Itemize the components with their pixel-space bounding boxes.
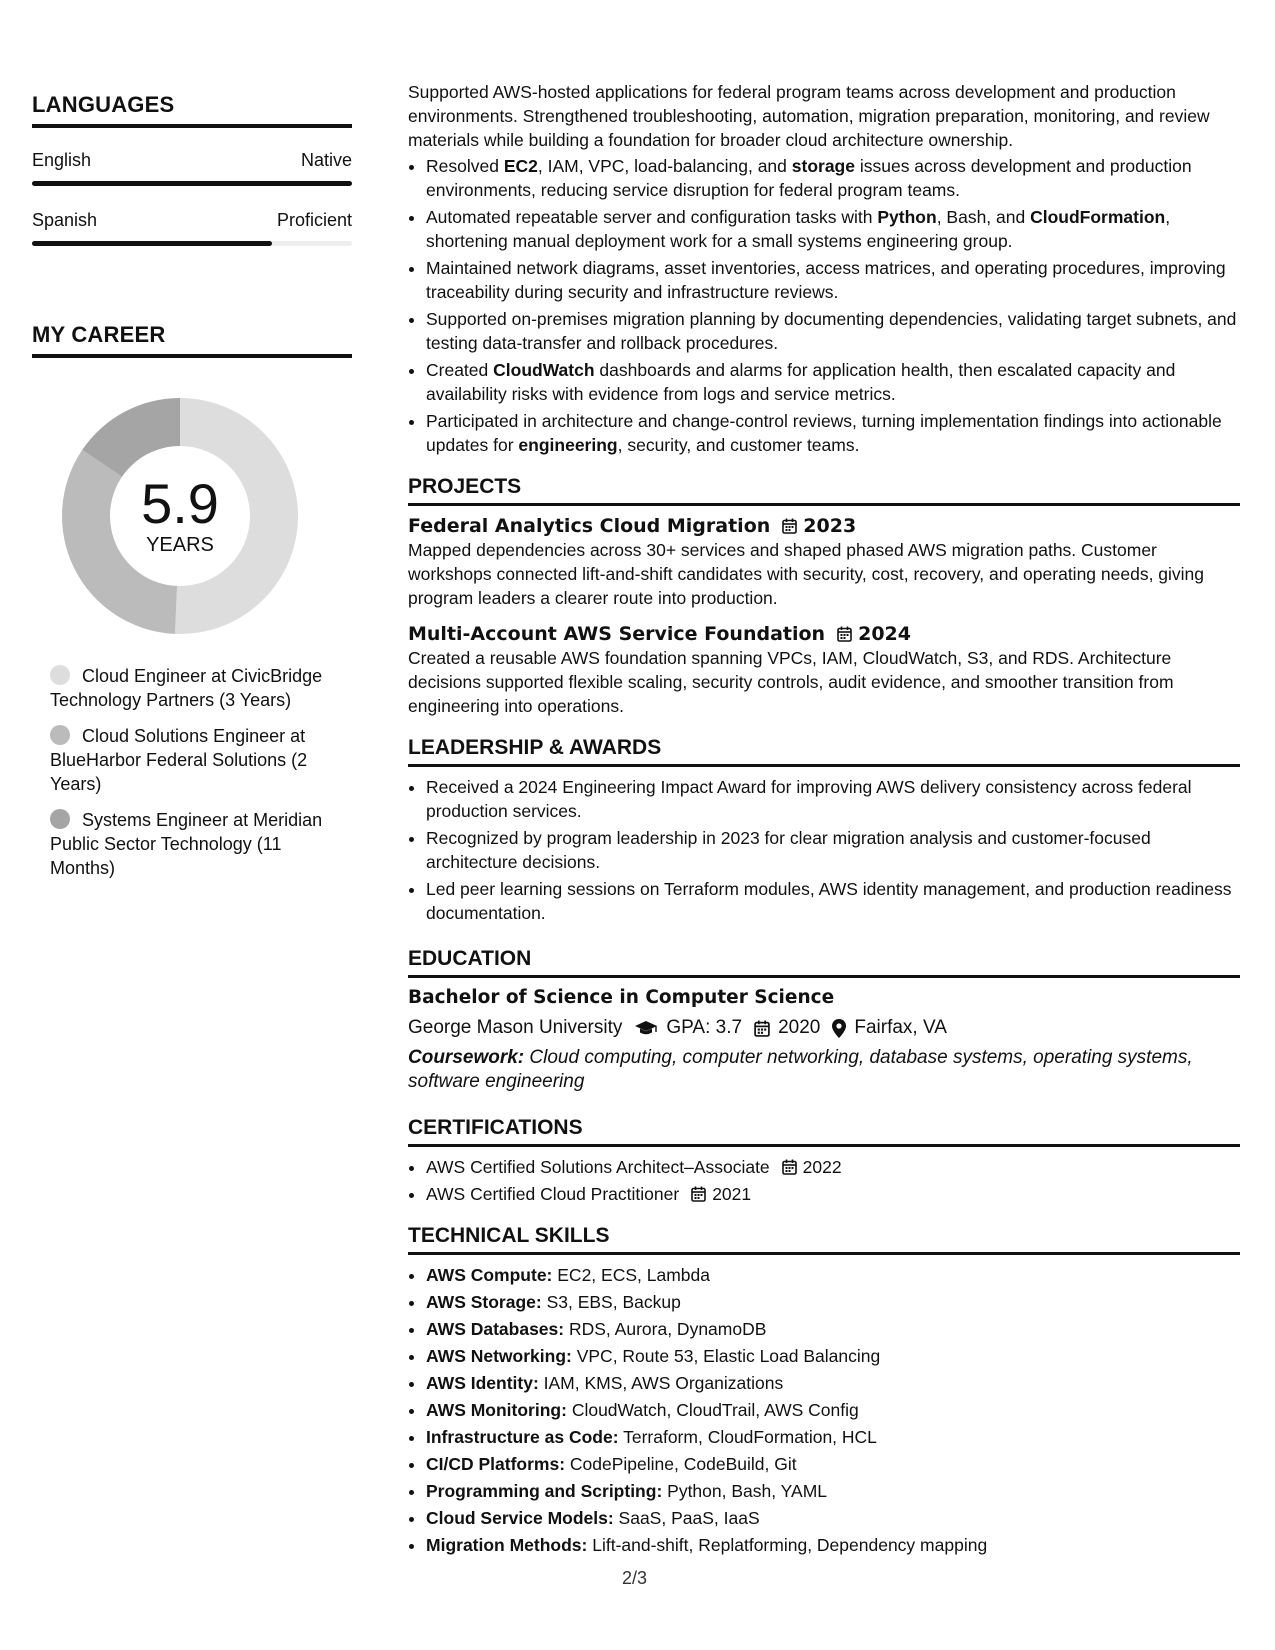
certification-name: AWS Certified Solutions Architect–Associate [426,1157,770,1177]
skill-category: Migration Methods: [426,1535,588,1555]
calendar-icon [782,1159,797,1175]
bullet-text: , Bash, and [936,207,1031,227]
language-level-bar [32,241,352,246]
skill-item [426,1425,1240,1449]
skill-values: RDS, Aurora, DynamoDB [564,1319,767,1339]
bullet-text: issues across development and production environments, reducing service disruption for federal program teams. [426,156,1192,200]
career-legend [50,664,330,880]
certifications-section [408,1116,1240,1206]
legend-text: Cloud Solutions Engineer at BlueHarbor Federal Solutions (2 Years) [50,726,308,794]
bullet-text: dashboards and alarms for application health, then escalated capacity and availability risks with evidence from logs and service metrics. [426,360,1176,404]
bullet-text: Created [426,360,494,380]
certification-item [426,1182,1240,1206]
skill-values: CodePipeline, CodeBuild, Git [565,1454,797,1474]
languages-title: LANGUAGES [32,92,352,128]
skill-category: AWS Compute: [426,1265,553,1285]
school-name: George Mason University [408,1017,623,1038]
graduation-year: 2020 [778,1017,821,1038]
career-donut-chart [58,394,302,638]
project-item [408,622,1240,718]
bullet-text: , IAM, VPC, load-balancing, and [537,156,792,176]
projects-title: PROJECTS [408,475,1240,506]
certification-item [426,1155,1240,1179]
legend-text: Cloud Engineer at CivicBridge Technology Partners (3 Years) [50,666,323,710]
legend-dot-icon [50,665,70,685]
certifications-title: CERTIFICATIONS [408,1116,1240,1147]
degree-name: Bachelor of Science in Computer Science [408,987,835,1008]
legend-dot-icon [50,725,70,745]
experience-bullet [426,154,1240,202]
highlight-keyword: engineering [518,435,618,455]
certification-year: 2021 [712,1184,752,1204]
skill-item [426,1533,1240,1557]
calendar-icon [837,626,852,642]
highlight-keyword: CloudWatch [493,360,595,380]
legend-item [50,724,330,796]
language-level: Proficient [276,210,352,230]
graduation-cap-icon [634,1020,658,1036]
experience-bullet [426,205,1240,253]
location-pin-icon [832,1019,846,1038]
legend-item [50,808,330,880]
skill-item [426,1317,1240,1341]
coursework-label: Coursework: [408,1047,525,1068]
skill-category: Programming and Scripting: [426,1481,663,1501]
leadership-item: • Recognized by program leadership in 2023 for clear migration analysis and customer-focused architecture decisions. [426,826,1240,874]
bullet-text: , security, and customer teams. [617,435,860,455]
skills-list [408,1263,1240,1557]
skill-values: Terraform, CloudFormation, HCL [618,1427,877,1447]
skill-category: AWS Storage: [426,1292,542,1312]
skill-item [426,1344,1240,1368]
education-location: Fairfax, VA [854,1017,947,1038]
skill-category: AWS Monitoring: [426,1400,567,1420]
language-name: Spanish [32,210,98,230]
skills-section [408,1224,1240,1557]
calendar-icon [754,1020,770,1037]
skill-category: CI/CD Platforms: [426,1454,566,1474]
leadership-item: • Led peer learning sessions on Terraform modules, AWS identity management, and production readiness documentation. [426,877,1240,925]
bullet-text: Maintained network diagrams, asset inventories, access matrices, and operating procedures, improving traceability during security and infrastructure reviews. [426,258,1226,302]
career-title: MY CAREER [32,322,352,358]
leadership-item: • Received a 2024 Engineering Impact Award for improving AWS delivery consistency across federal production services. [426,775,1240,823]
skill-category: AWS Networking: [426,1346,572,1366]
language-item [32,210,352,246]
project-name: Multi-Account AWS Service Foundation [408,623,826,645]
project-description: Mapped dependencies across 30+ services and shaped phased AWS migration paths. Customer workshops connected lift-and-shift candidates with security, cost, recovery, and operating needs, giving program leaders a clearer route into production. [408,540,1205,608]
skill-item [426,1398,1240,1422]
bullet-text: Supported on-premises migration planning by documenting dependencies, validating target subnets, and testing data-transfer and rollback procedures. [426,309,1237,353]
skill-item [426,1371,1240,1395]
highlight-keyword: Python [877,207,937,227]
education-meta [408,1016,1240,1040]
experience-summary: Supported AWS-hosted applications for federal program teams across development and production environments. Strengthened troubleshooting, automation, migration preparation, monitoring, and review materials while building a foundation for broader cloud architecture ownership. [408,82,1210,150]
skill-item [426,1263,1240,1287]
total-years-unit: YEARS [146,533,214,556]
language-level-fill [32,241,272,246]
skill-values: Lift-and-shift, Replatforming, Dependency mapping [587,1535,988,1555]
legend-dot-icon [50,809,70,829]
skill-item [426,1479,1240,1503]
bullet-text: Automated repeatable server and configuration tasks with [426,207,878,227]
calendar-icon [782,518,797,534]
language-item [32,150,352,186]
bullet-text: , shortening manual deployment work for a small systems engineering group. [426,207,1171,251]
highlight-keyword: EC2 [503,156,538,176]
skill-values: SaaS, PaaS, IaaS [613,1508,760,1528]
experience-bullet [426,409,1240,457]
language-level-fill [32,181,352,186]
project-year: 2023 [803,515,857,537]
project-name: Federal Analytics Cloud Migration [408,515,771,537]
donut-center [58,394,302,638]
gpa: GPA: 3.7 [666,1017,743,1038]
left-column [32,92,352,892]
legend-text: Systems Engineer at Meridian Public Sector Technology (11 Months) [50,810,323,878]
skill-category: Infrastructure as Code: [426,1427,619,1447]
skill-item [426,1290,1240,1314]
language-name: English [32,150,92,170]
skills-title: TECHNICAL SKILLS [408,1224,1240,1255]
leadership-section [408,736,1240,925]
skill-category: AWS Databases: [426,1319,565,1339]
highlight-keyword: CloudFormation [1030,207,1166,227]
skill-values: IAM, KMS, AWS Organizations [538,1373,784,1393]
bullet-text: Resolved [426,156,504,176]
language-level: Native [300,150,352,170]
career-section [32,322,352,880]
experience-bullet [426,256,1240,304]
bullet-text: Participated in architecture and change-control reviews, turning implementation findings into actionable updates for [426,411,1222,455]
skill-item [426,1506,1240,1530]
skill-values: Python, Bash, YAML [662,1481,828,1501]
certification-year: 2022 [802,1157,842,1177]
education-section [408,947,1240,1094]
project-description: Created a reusable AWS foundation spanning VPCs, IAM, CloudWatch, S3, and RDS. Architecture decisions supported flexible scaling, security controls, audit evidence, and smoother transition from engineering into operations. [408,648,1174,716]
right-column [408,80,1240,1560]
leadership-title: LEADERSHIP & AWARDS [408,736,1240,767]
coursework-text: Cloud computing, computer networking, database systems, operating systems, software engineering [408,1047,1193,1092]
skill-category: Cloud Service Models: [426,1508,614,1528]
skill-values: EC2, ECS, Lambda [552,1265,710,1285]
coursework [408,1046,1240,1094]
language-level-bar [32,181,352,186]
projects-section [408,475,1240,718]
page-number: 2/3 [622,1568,648,1588]
skill-item [426,1452,1240,1476]
certifications-list [408,1155,1240,1206]
education-title: EDUCATION [408,947,1240,978]
skill-values: CloudWatch, CloudTrail, AWS Config [566,1400,859,1420]
total-years-value: 5.9 [141,471,219,535]
project-year: 2024 [858,623,911,645]
experience-bullet [426,358,1240,406]
skill-values: VPC, Route 53, Elastic Load Balancing [571,1346,881,1366]
legend-item [50,664,330,712]
experience-bullets [408,154,1240,457]
experience-bullet [426,307,1240,355]
highlight-keyword: storage [791,156,855,176]
certification-name: AWS Certified Cloud Practitioner [426,1184,680,1204]
project-item [408,514,1240,610]
leadership-list [408,775,1240,925]
skill-category: AWS Identity: [426,1373,539,1393]
skill-values: S3, EBS, Backup [541,1292,681,1312]
calendar-icon [691,1186,706,1202]
